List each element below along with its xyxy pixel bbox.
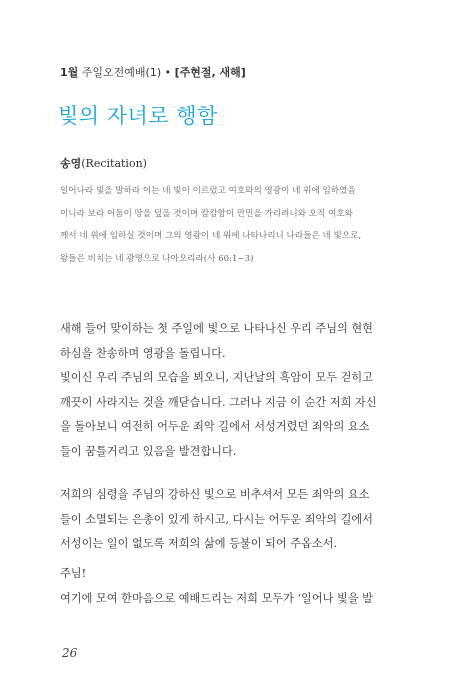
recitation-label-ko: 송영 (60, 157, 82, 170)
prayer-paragraph-2 (60, 483, 405, 557)
prayer-line: 을 돌아보니 여전히 어두운 죄악 길에서 서성거렸던 죄악의 요소 (60, 420, 370, 433)
service-header (60, 64, 246, 80)
page-number: 26 (62, 646, 78, 660)
occasion-label: [주현절, 새해] (174, 66, 246, 79)
prayer-line: 서성이는 일이 없도록 저희의 삶에 등불이 되어 주옵소서. (60, 537, 338, 550)
month-label: 1월 (60, 66, 79, 79)
prayer-line: 저희의 심령을 주님의 강하신 빛으로 비추셔서 모든 죄악의 요소 (60, 488, 370, 501)
prayer-line: 여기에 모여 한마음으로 예배드리는 저희 모두가 ‘일어나 빛을 발 (60, 591, 373, 605)
prayer-line: 들이 소멸되는 은총이 있게 하시고, 다시는 어두운 죄악의 길에서 (60, 512, 373, 526)
service-label: 주일오전예배(1) (81, 66, 162, 79)
prayer-paragraph-3 (60, 562, 405, 611)
header-separator: • (164, 66, 172, 79)
recitation-verse (60, 180, 410, 270)
prayer-line: 새해 들어 맞이하는 첫 주일에 빛으로 나타나신 우리 주님의 현현 (60, 322, 373, 335)
prayer-paragraph-1 (60, 317, 405, 464)
prayer-line: 들이 꿈틀거리고 있음을 발견합니다. (60, 444, 237, 458)
prayer-line: 빛이신 우리 주님의 모습을 뵈오니, 지난날의 흑암이 모두 걷히고 (60, 371, 373, 384)
verse-line: 왕들은 비치는 네 광명으로 나아오리라(사 60:1~3) (60, 253, 254, 264)
verse-line: 께서 네 위에 임하실 것이며 그의 영광이 네 위에 나타나리니 나라들은 네 빛으로, (60, 231, 362, 241)
verse-line: 일어나라 빛을 발하라 이는 네 빛이 이르렀고 여호와의 영광이 네 위에 임하였음 (60, 186, 356, 196)
prayer-line: 하심을 찬송하며 영광을 돌립니다. (60, 346, 226, 360)
recitation-heading (60, 155, 147, 171)
prayer-line: 주님! (60, 567, 87, 580)
prayer-line: 깨끗이 사라지는 것을 깨닫습니다. 그러나 지금 이 순간 저희 자신 (60, 395, 377, 409)
recitation-label-en: (Recitation) (81, 157, 147, 170)
prayer-title: 빛의 자녀로 행함 (58, 104, 218, 128)
verse-line: 이니라 보라 어둠이 땅을 덮을 것이며 캄캄함이 만민을 가리려니와 오직 여호와 (60, 208, 353, 219)
